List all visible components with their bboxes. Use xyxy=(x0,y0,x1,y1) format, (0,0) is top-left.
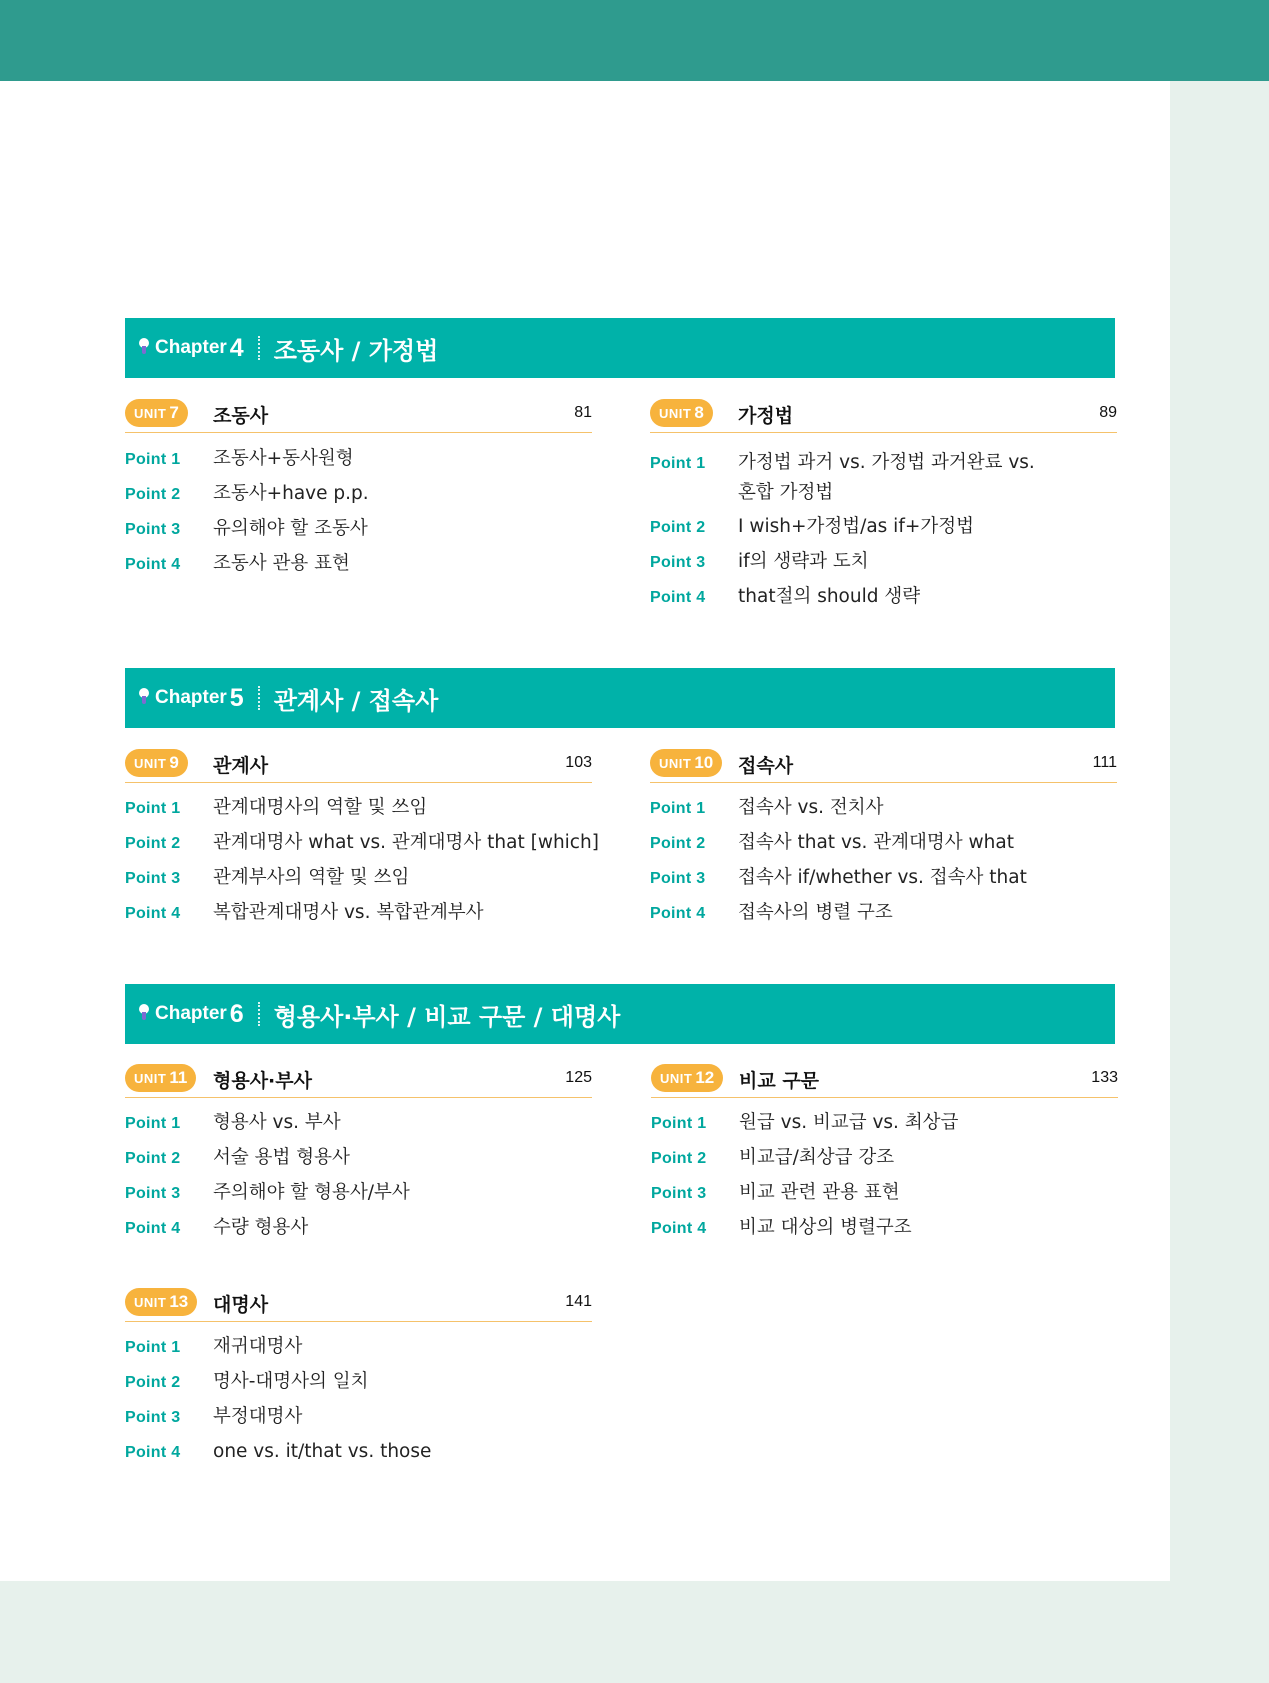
unit-header xyxy=(125,748,592,783)
pin-tail xyxy=(142,1012,146,1020)
point-text: 명사-대명사의 일치 xyxy=(213,1371,369,1392)
point-label: Point 2 xyxy=(125,835,181,852)
point-text: 주의해야 할 형용사/부사 xyxy=(213,1182,410,1203)
point-text: 조동사+have p.p. xyxy=(213,483,369,504)
point-row[interactable] xyxy=(125,1182,592,1212)
point-text: if의 생략과 도치 xyxy=(738,551,869,572)
point-label: Point 3 xyxy=(125,1409,181,1426)
point-text: 복합관계대명사 vs. 복합관계부사 xyxy=(213,902,484,923)
unit-header xyxy=(125,1287,592,1322)
chapter-label: Chapter xyxy=(155,337,227,358)
point-text: 수량 형용사 xyxy=(213,1217,309,1238)
point-row[interactable] xyxy=(125,1371,592,1401)
point-label: Point 3 xyxy=(125,1185,181,1202)
unit-page-number[interactable]: 111 xyxy=(1092,754,1117,771)
chapter-divider xyxy=(258,336,260,360)
point-row[interactable] xyxy=(125,902,592,932)
point-text: 접속사 that vs. 관계대명사 what xyxy=(738,832,1014,853)
point-text: 비교 대상의 병렬구조 xyxy=(739,1217,912,1238)
point-label: Point 2 xyxy=(125,486,181,503)
point-label: Point 1 xyxy=(125,1339,181,1356)
unit-11 xyxy=(125,1063,592,1098)
unit-9 xyxy=(125,748,592,783)
point-row[interactable] xyxy=(650,586,1117,616)
chapter-label: Chapter xyxy=(155,687,227,708)
point-label: Point 4 xyxy=(651,1220,707,1237)
point-row[interactable] xyxy=(650,867,1117,897)
point-label: Point 3 xyxy=(651,1185,707,1202)
unit-badge-word: UNIT xyxy=(659,755,692,771)
point-label: Point 4 xyxy=(125,1220,181,1237)
point-row[interactable] xyxy=(125,797,592,827)
point-row[interactable] xyxy=(125,1336,592,1366)
chapter-divider xyxy=(258,1002,260,1026)
unit-header xyxy=(650,748,1117,783)
point-label: Point 2 xyxy=(651,1150,707,1167)
point-text: 유의해야 할 조동사 xyxy=(213,518,368,539)
chapter-header-5 xyxy=(125,668,1115,728)
point-label: Point 4 xyxy=(650,589,706,606)
point-label: Point 4 xyxy=(125,905,181,922)
unit-header xyxy=(650,398,1117,433)
unit-page-number[interactable]: 89 xyxy=(1099,404,1117,421)
unit-header xyxy=(125,1063,592,1098)
unit-13 xyxy=(125,1287,592,1322)
unit-badge-number: 8 xyxy=(694,403,704,422)
unit-page-number[interactable]: 81 xyxy=(574,404,592,421)
unit-badge-word: UNIT xyxy=(134,1070,167,1086)
chapter-title: 관계사 / 접속사 xyxy=(273,686,439,715)
unit-title[interactable]: 관계사 xyxy=(213,755,269,777)
point-label: Point 2 xyxy=(650,519,706,536)
point-row[interactable] xyxy=(125,553,592,583)
unit-badge-number: 7 xyxy=(169,403,179,422)
point-row[interactable] xyxy=(650,902,1117,932)
chapter-header-6 xyxy=(125,984,1115,1044)
location-pin-icon xyxy=(139,338,149,358)
point-label: Point 2 xyxy=(650,835,706,852)
point-text: 조동사+동사원형 xyxy=(213,448,354,469)
point-row[interactable] xyxy=(125,832,599,862)
point-label: Point 3 xyxy=(125,870,181,887)
point-label: Point 1 xyxy=(651,1115,707,1132)
unit-title[interactable]: 대명사 xyxy=(213,1294,269,1316)
chapter-divider xyxy=(258,686,260,710)
unit-title[interactable]: 접속사 xyxy=(738,755,794,777)
point-text: that절의 should 생략 xyxy=(738,586,921,607)
point-text: 접속사의 병렬 구조 xyxy=(738,902,893,923)
point-label: Point 3 xyxy=(650,554,706,571)
point-row[interactable] xyxy=(650,832,1117,862)
unit-badge xyxy=(651,1064,723,1092)
location-pin-icon xyxy=(139,688,149,708)
chapter-number: 5 xyxy=(229,683,244,712)
point-text: 접속사 vs. 전치사 xyxy=(738,797,884,818)
point-text: 관계대명사의 역할 및 쓰임 xyxy=(213,797,428,818)
point-label: Point 2 xyxy=(125,1374,181,1391)
unit-badge-number: 11 xyxy=(169,1068,188,1087)
unit-title[interactable]: 형용사·부사 xyxy=(213,1070,312,1092)
point-label: Point 4 xyxy=(650,905,706,922)
point-row[interactable] xyxy=(125,867,592,897)
point-text: 재귀대명사 xyxy=(213,1336,303,1357)
point-row[interactable] xyxy=(651,1112,1118,1142)
unit-badge xyxy=(650,399,713,427)
point-label: Point 3 xyxy=(650,870,706,887)
unit-header xyxy=(651,1063,1118,1098)
point-text: 원급 vs. 비교급 vs. 최상급 xyxy=(739,1112,959,1133)
point-label: Point 1 xyxy=(125,1115,181,1132)
chapter-label: Chapter xyxy=(155,1003,227,1024)
point-label: Point 4 xyxy=(125,556,181,573)
chapter-title: 조동사 / 가정법 xyxy=(273,336,439,365)
unit-badge xyxy=(650,749,722,777)
point-label: Point 1 xyxy=(650,455,706,472)
chapter-header-4 xyxy=(125,318,1115,378)
unit-page-number[interactable]: 133 xyxy=(1091,1069,1118,1086)
unit-badge xyxy=(125,749,188,777)
unit-badge-number: 12 xyxy=(695,1068,715,1087)
unit-badge-number: 10 xyxy=(694,753,714,772)
unit-badge-number: 9 xyxy=(169,753,179,772)
unit-title[interactable]: 가정법 xyxy=(738,405,794,427)
point-label: Point 1 xyxy=(650,800,706,817)
unit-badge-number: 13 xyxy=(169,1292,189,1311)
top-header-band xyxy=(0,0,1269,81)
point-row[interactable] xyxy=(125,448,592,478)
unit-title[interactable]: 비교 구문 xyxy=(739,1070,820,1092)
point-row[interactable] xyxy=(125,1406,592,1436)
point-text: 조동사 관용 표현 xyxy=(213,553,350,574)
location-pin-icon xyxy=(139,1004,149,1024)
unit-badge-word: UNIT xyxy=(134,1294,167,1310)
point-label: Point 1 xyxy=(125,800,181,817)
point-text: 가정법 과거 vs. 가정법 과거완료 vs. xyxy=(738,452,1035,473)
chapter-number: 4 xyxy=(229,333,244,362)
point-text: 관계대명사 what vs. 관계대명사 that [which] xyxy=(213,832,599,853)
pin-tail xyxy=(142,696,146,704)
point-label: Point 2 xyxy=(125,1150,181,1167)
point-row[interactable] xyxy=(125,1147,592,1177)
point-text: 형용사 vs. 부사 xyxy=(213,1112,341,1133)
unit-badge xyxy=(125,1064,196,1092)
unit-title[interactable]: 조동사 xyxy=(213,405,269,427)
point-row[interactable] xyxy=(651,1147,1118,1177)
point-text: I wish+가정법/as if+가정법 xyxy=(738,516,974,537)
point-row[interactable] xyxy=(650,797,1117,827)
point-row[interactable] xyxy=(651,1182,1118,1212)
unit-badge-word: UNIT xyxy=(134,755,167,771)
unit-badge-word: UNIT xyxy=(659,405,692,421)
unit-badge-word: UNIT xyxy=(660,1070,693,1086)
point-label: Point 4 xyxy=(125,1444,181,1461)
pin-tail xyxy=(142,346,146,354)
unit-10 xyxy=(650,748,1117,783)
point-row[interactable] xyxy=(650,551,1117,581)
point-label: Point 1 xyxy=(125,451,181,468)
point-row[interactable] xyxy=(650,516,1117,546)
point-text: one vs. it/that vs. those xyxy=(213,1441,432,1462)
point-row[interactable] xyxy=(650,452,1117,512)
point-text: 혼합 가정법 xyxy=(738,482,834,503)
point-row[interactable] xyxy=(125,483,592,513)
point-text: 비교 관련 관용 표현 xyxy=(739,1182,900,1203)
point-text: 접속사 if/whether vs. 접속사 that xyxy=(738,867,1027,888)
point-text: 부정대명사 xyxy=(213,1406,303,1427)
unit-badge xyxy=(125,399,188,427)
point-text: 관계부사의 역할 및 쓰임 xyxy=(213,867,410,888)
unit-header xyxy=(125,398,592,433)
unit-page-number[interactable]: 103 xyxy=(565,754,592,771)
point-row[interactable] xyxy=(651,1217,1118,1247)
unit-page-number[interactable]: 141 xyxy=(565,1293,592,1310)
point-row[interactable] xyxy=(125,1112,592,1142)
unit-12 xyxy=(651,1063,1118,1098)
chapter-number: 6 xyxy=(229,999,244,1028)
unit-8 xyxy=(650,398,1117,433)
unit-badge xyxy=(125,1288,197,1316)
chapter-title: 형용사·부사 / 비교 구문 / 대명사 xyxy=(273,1002,621,1031)
point-text: 비교급/최상급 강조 xyxy=(739,1147,895,1168)
unit-page-number[interactable]: 125 xyxy=(565,1069,592,1086)
point-row[interactable] xyxy=(125,1441,592,1471)
point-row[interactable] xyxy=(125,1217,592,1247)
point-row[interactable] xyxy=(125,518,592,548)
unit-7 xyxy=(125,398,592,433)
point-text: 서술 용법 형용사 xyxy=(213,1147,350,1168)
unit-badge-word: UNIT xyxy=(134,405,167,421)
point-label: Point 3 xyxy=(125,521,181,538)
